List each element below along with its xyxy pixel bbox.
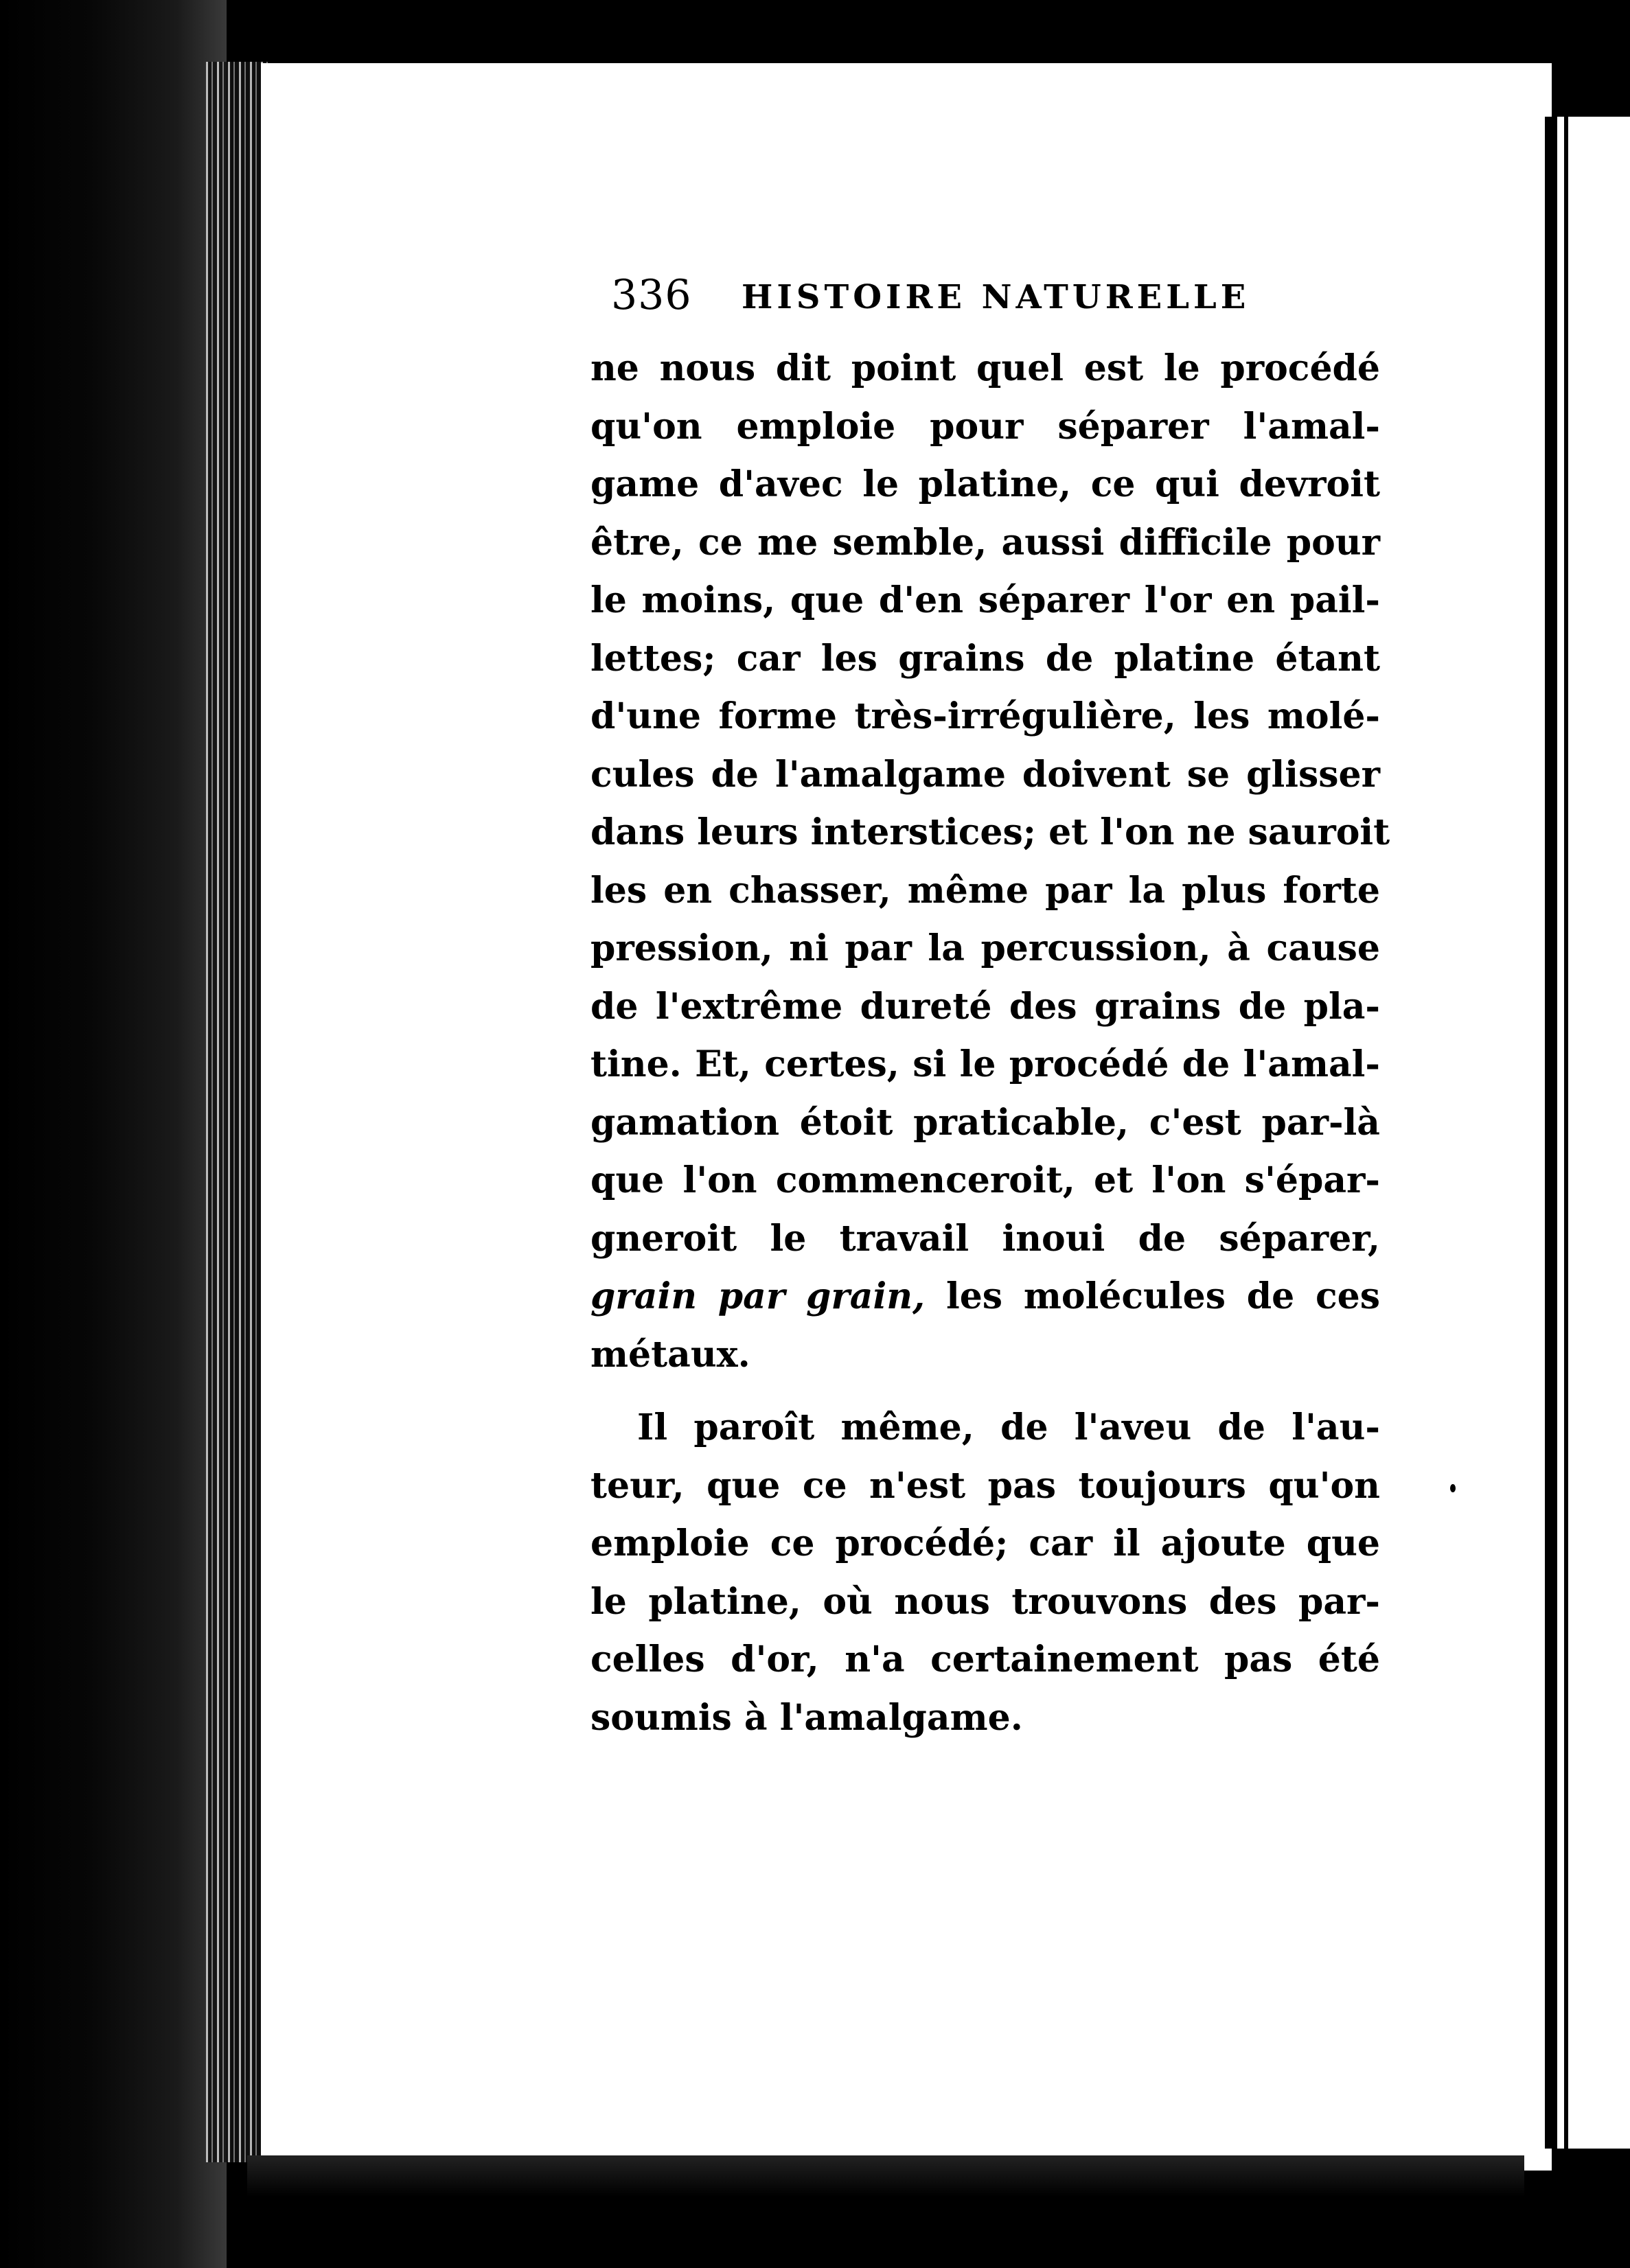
page-edges	[206, 62, 268, 2162]
text-line: métaux.	[590, 1333, 750, 1376]
body-text	[590, 340, 1390, 1747]
text-line: soumis à l'amalgame.	[590, 1696, 1023, 1739]
page-number: 336	[611, 271, 692, 319]
text-line: teur, que ce n'est pas toujours qu'on	[590, 1464, 1380, 1507]
text-line: ne nous dit point quel est le procédé	[590, 347, 1380, 389]
text-line: les en chasser, même par la plus forte	[590, 869, 1380, 912]
text-line: d'une forme très-irrégulière, les molé-	[590, 695, 1380, 737]
text-line: cules de l'amalgame doivent se glisser	[590, 753, 1380, 796]
facing-page-edge	[1545, 117, 1630, 2149]
paragraph-break	[590, 1384, 1380, 1399]
running-head: HISTOIRE NATURELLE	[742, 278, 1250, 316]
italic-phrase: grain par grain,	[590, 1275, 926, 1317]
text-line: dans leurs interstices; et l'on ne sauroit	[590, 811, 1390, 853]
text-line: pression, ni par la percussion, à cause	[590, 927, 1380, 969]
text-line: game d'avec le platine, ce qui devroit	[590, 463, 1380, 505]
text-line	[590, 1268, 1380, 1326]
page-bottom-shadow	[247, 2155, 1524, 2197]
text-line: de l'extrême dureté des grains de pla-	[590, 985, 1380, 1028]
text-line: celles d'or, n'a certainement pas été	[590, 1639, 1380, 1680]
text-line: emploie ce procédé; car il ajoute que	[590, 1523, 1380, 1564]
text-line: gamation étoit praticable, c'est par-là	[590, 1101, 1380, 1144]
text-line: lettes; car les grains de platine étant	[590, 637, 1380, 680]
text-line: le platine, où nous trouvons des par-	[590, 1580, 1380, 1623]
ink-speck	[1450, 1484, 1456, 1492]
book-binding	[0, 0, 227, 2268]
text-line: Il paroît même, de l'aveu de l'au-	[637, 1407, 1380, 1448]
page-header	[611, 271, 1353, 326]
text-line: qu'on emploie pour séparer l'amal-	[590, 405, 1380, 448]
text-line: gneroit le travail inoui de séparer,	[590, 1217, 1380, 1260]
ink-speck	[1468, 2212, 1473, 2220]
text-line: que l'on commenceroit, et l'on s'épar-	[590, 1159, 1380, 1201]
text-line: tine. Et, certes, si le procédé de l'amal-	[590, 1043, 1380, 1085]
text-line: le moins, que d'en séparer l'or en pail-	[590, 579, 1380, 621]
text-line: être, ce me semble, aussi difficile pour	[590, 521, 1380, 564]
gutter-line	[1564, 117, 1568, 2149]
text-line-rest: les molécules de ces	[945, 1275, 1381, 1317]
